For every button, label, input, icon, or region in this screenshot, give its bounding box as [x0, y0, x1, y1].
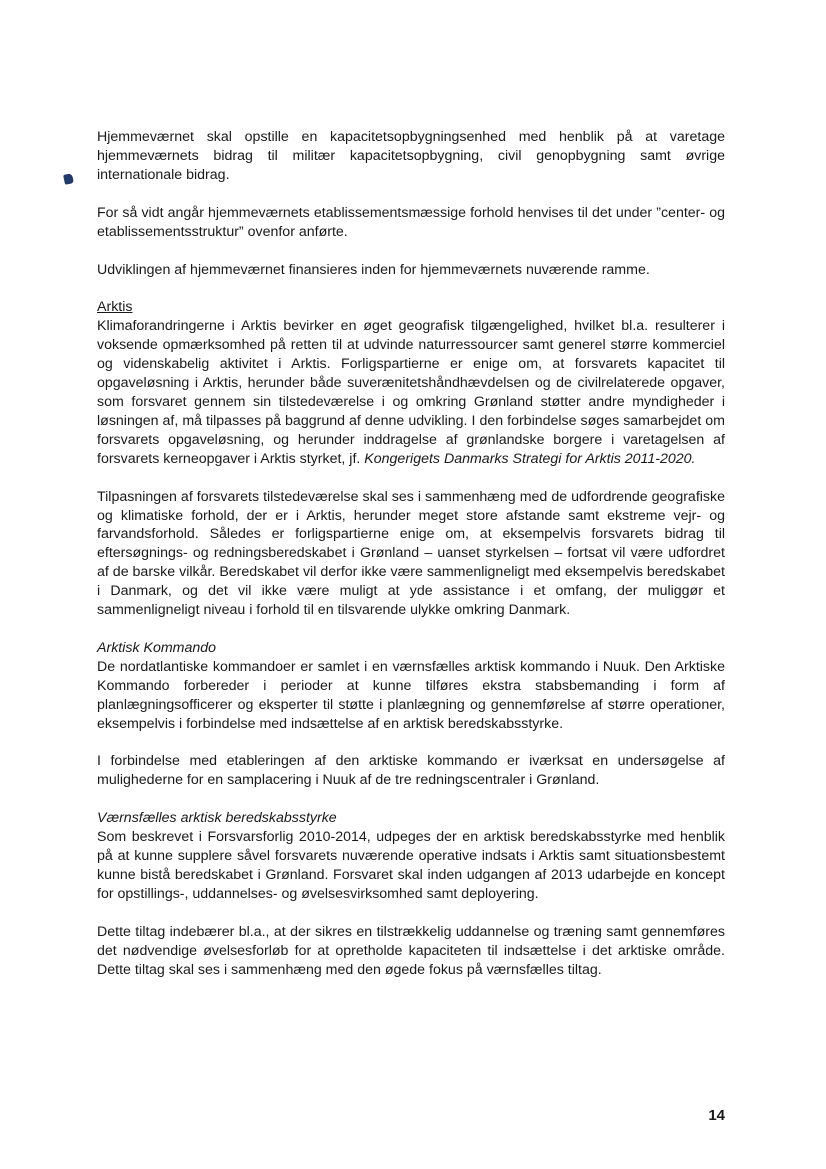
paragraph-beredskabsstyrke: Som beskrevet i Forsvarsforlig 2010-2014, udpeges der en arktisk beredskabsstyrke med henblik på at kunne supplere såvel forsvarets nuværende operative indsats i Arktis samt situationsbestemt kunne bistå beredskabet i Grønland. Forsvaret skal inden udgangen af 2013 udarbejde en koncept for opstillings-, uddannelses- og øvelsesvirksomhed samt deployering. [97, 829, 725, 902]
paragraph-adaptation: Tilpasningen af forsvarets tilstedeværelse skal ses i sammenhæng med de udfordrende geografiske og klimatiske forhold, der er i Arktis, herunder meget store afstande samt ekstreme vejr- og farvandsforhold. Således er forligspartierne enige om, at eksempelvis forsvarets bidrag til eftersøgnings- og redningsberedskabet i Grønland – uanset styrkelsen – fortsat vil være udfordret af de barske vilkår. Beredskabet vil derfor ikke være sammenligneligt med eksempelvis beredskabet i Danmark, og det vil ikke være muligt at yde assistance i et omfang, der muliggør et sammenligneligt niveau i forhold til en tilsvarende ulykke omkring Danmark. [97, 488, 725, 619]
paragraph-capacity-unit: Hjemmeværnet skal opstille en kapacitetsopbygningsenhed med henblik på at varetage hjemmeværnets bidrag til militær kapacitetsopbygning, civil genopbygning samt øvrige internationale bidrag. [97, 129, 725, 183]
heading-arktisk-kommando: Arktisk Kommando [97, 639, 217, 656]
strategy-reference: Kongerigets Danmarks Strategi for Arktis 2011-2020. [364, 450, 696, 467]
page-number: 14 [708, 1107, 725, 1124]
section-arktis [97, 298, 725, 468]
scan-mark [63, 173, 74, 185]
heading-arktis: Arktis [97, 299, 133, 316]
section-arktisk-kommando [97, 639, 725, 734]
paragraph-arktis-text: Klimaforandringerne i Arktis bevirker en øget geografisk tilgængelighed, hvilket bl.a. resulterer i voksende opmærksomhed på retten til at udvinde naturressourcer samt generel større kommerciel og videnskabelig aktivitet i Arktis. Forligspartierne er enige om, at forsvarets kapacitet til opgaveløsning i Arktis, herunder både suverænitetshåndhævdelsen og de civilrelaterede opgaver, som forsvaret gennem sin tilstedeværelse i og omkring Grønland støtter andre myndigheder i løsningen af, må tilpasses på baggrund af denne udvikling. I den forbindelse søges samarbejdet om forsvarets opgaveløsning, og herunder inddragelse af grønlandske borgere i varetagelsen af forsvarets kerneopgaver i Arktis styrket, jf. [97, 318, 725, 467]
paragraph-rescue-centres: I forbindelse med etableringen af den arktiske kommando er iværksat en undersøgelse af mulighederne for en samplacering i Nuuk af de tre redningscentraler i Grønland. [97, 753, 725, 789]
paragraph-financing: Udviklingen af hjemmeværnet finansieres inden for hjemmeværnets nuværende ramme. [97, 261, 650, 278]
section-beredskabsstyrke [97, 809, 725, 904]
paragraph-arktisk-kommando: De nordatlantiske kommandoer er samlet i en værnsfælles arktisk kommando i Nuuk. Den Arktiske Kommando forbereder i perioder at kunne tilføres ekstra stabsbemanding i form af planlægningsofficerer og eksperter til støtte i planlægning og gennemførelse af større operationer, eksempelvis i forbindelse med indsættelse af en arktisk beredskabsstyrke. [97, 658, 725, 732]
document-body [97, 128, 725, 999]
paragraph-training: Dette tiltag indebærer bl.a., at der sikres en tilstrækkelig uddannelse og træning samt gennemføres det nødvendige øvelsesforløb for at opretholde kapaciteten til indsættelse i det arktiske område. Dette tiltag skal ses i sammenhæng med den øgede fokus på værnsfælles tiltag. [97, 923, 725, 978]
heading-beredskabsstyrke: Værnsfælles arktisk beredskabsstyrke [97, 810, 337, 827]
paragraph-establishment: For så vidt angår hjemmeværnets etablissementsmæssige forhold henvises til det under ”center- og etablissementsstruktur” ovenfor anførte. [97, 204, 725, 240]
paragraph-arktis [97, 317, 725, 468]
